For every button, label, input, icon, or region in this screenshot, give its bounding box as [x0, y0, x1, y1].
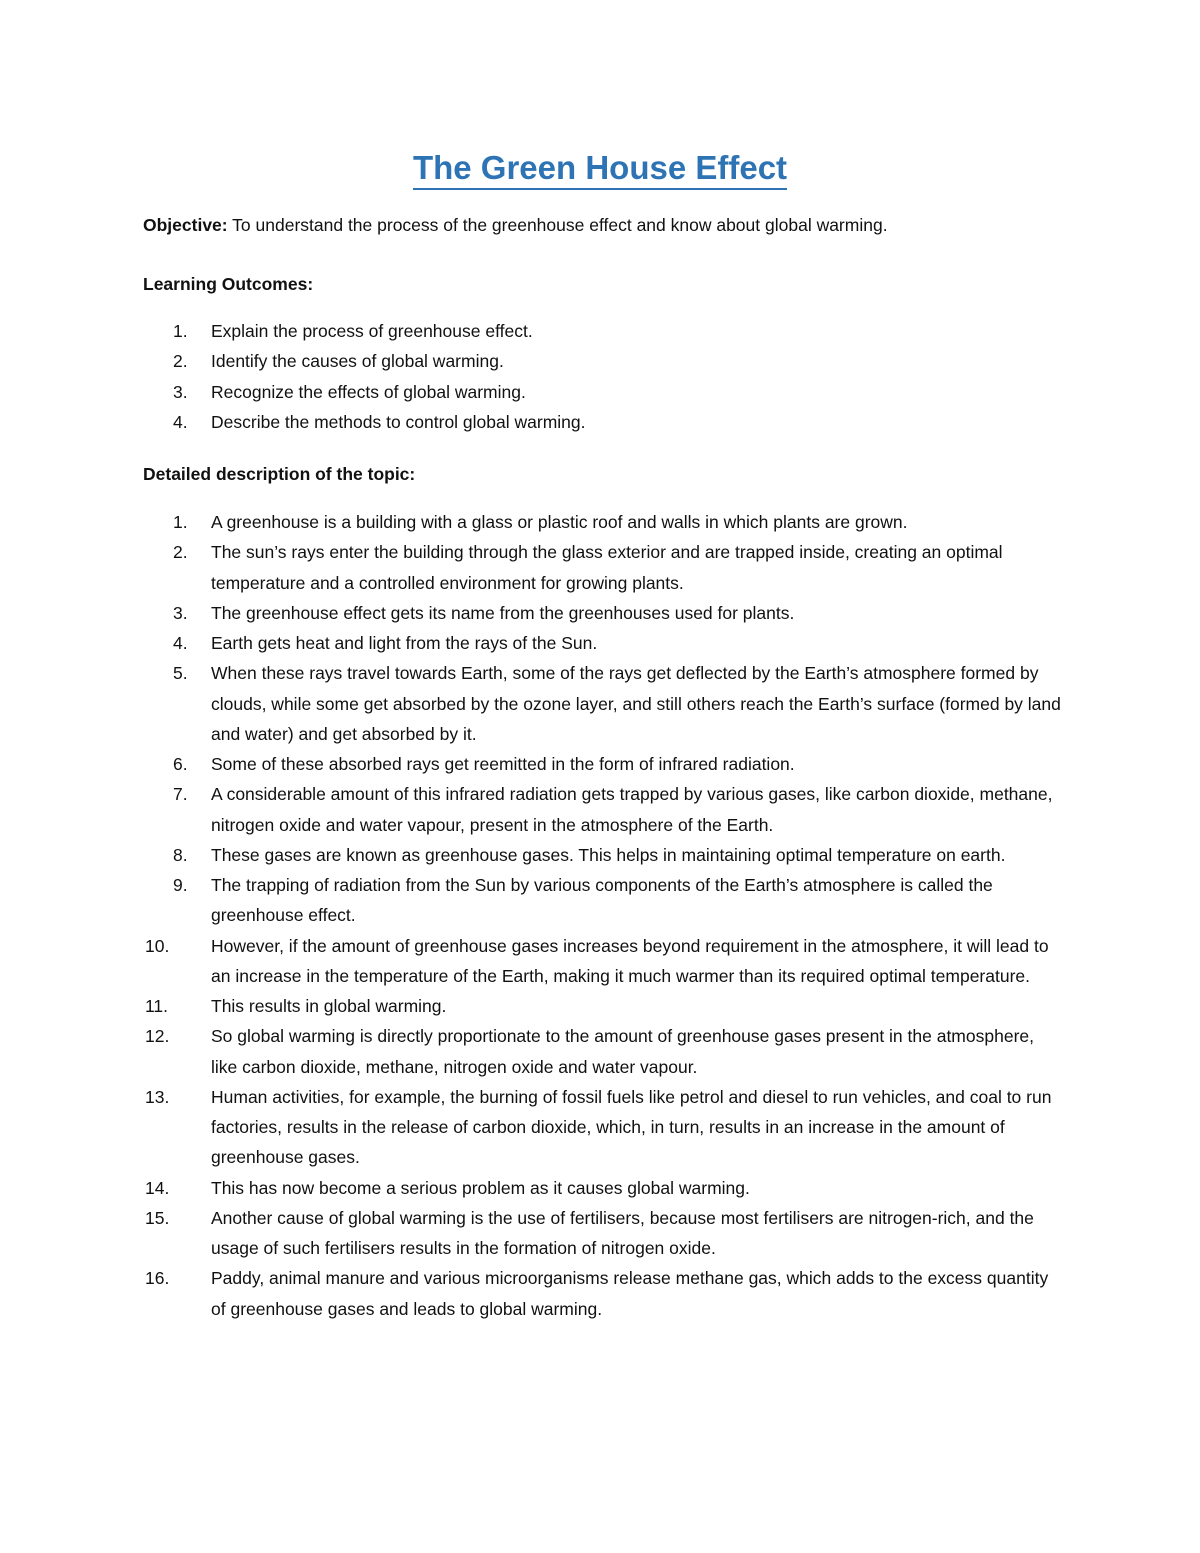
list-item-text: Describe the methods to control global warming. — [211, 411, 586, 432]
list-item — [143, 407, 1063, 437]
list-item-text: This results in global warming. — [211, 996, 447, 1016]
list-item-number: 4. — [173, 633, 188, 653]
list-item-number: 3. — [173, 381, 188, 402]
list-item-number: 4. — [173, 411, 188, 432]
list-item — [143, 507, 1063, 537]
detailed-description-list — [143, 507, 1063, 1324]
list-item-number: 6. — [173, 754, 188, 774]
list-item-number: 11. — [145, 996, 169, 1016]
list-item — [143, 598, 1063, 628]
list-item — [143, 749, 1063, 779]
list-item — [143, 1082, 1063, 1173]
list-item-text: A considerable amount of this infrared radiation gets trapped by various gases, like carbon dioxide, methane, nitrogen oxide and water vapour, present in the atmosphere of the Earth. — [211, 784, 1053, 835]
list-item-number: 3. — [173, 602, 188, 623]
list-item — [143, 346, 1063, 376]
list-item-text: Human activities, for example, the burning of fossil fuels like petrol and diesel to run vehicles, and coal to run factories, results in the release of carbon dioxide, which, in turn, results in an increase in the amount of greenhouse gases. — [211, 1086, 1052, 1168]
list-item-text: So global warming is directly proportionate to the amount of greenhouse gases present in the atmosphere, like carbon dioxide, methane, nitrogen oxide and water vapour. — [211, 1026, 1034, 1077]
learning-outcomes-heading: Learning Outcomes: — [143, 274, 314, 294]
list-item-number: 15. — [145, 1207, 170, 1228]
objective-label: Objective: — [143, 215, 228, 235]
list-item-number: 14. — [145, 1177, 170, 1198]
list-item — [143, 931, 1063, 992]
list-item-text: However, if the amount of greenhouse gases increases beyond requirement in the atmosphere, it will lead to an increase in the temperature of the Earth, making it much warmer than its required optimal temperature. — [211, 935, 1049, 986]
list-item — [143, 1173, 1063, 1203]
list-item — [143, 377, 1063, 407]
list-item-number: 5. — [173, 663, 188, 684]
list-item-text: The greenhouse effect gets its name from the greenhouses used for plants. — [211, 602, 795, 623]
list-item-text: This has now become a serious problem as it causes global warming. — [211, 1177, 750, 1198]
list-item — [143, 537, 1063, 598]
list-item-text: The sun’s rays enter the building through the glass exterior and are trapped inside, creating an optimal temperature and a controlled environment for growing plants. — [211, 542, 1003, 593]
list-item — [143, 628, 1063, 658]
list-item-text: Recognize the effects of global warming. — [211, 381, 526, 402]
list-item-text: Paddy, animal manure and various microorganisms release methane gas, which adds to the excess quantity of greenhouse gases and leads to global warming. — [211, 1268, 1049, 1319]
list-item-text: Identify the causes of global warming. — [211, 351, 504, 372]
list-item — [143, 991, 1063, 1021]
list-item-text: When these rays travel towards Earth, some of the rays get deflected by the Earth’s atmosphere formed by clouds, while some get absorbed by the ozone layer, and still others reach the Earth’s surface (formed by land and water) and get absorbed by it. — [211, 663, 1061, 744]
list-item-number: 7. — [173, 784, 188, 805]
list-item — [143, 840, 1063, 870]
list-item-text: Explain the process of greenhouse effect. — [211, 321, 533, 341]
document-title — [0, 146, 1200, 190]
list-item-number: 8. — [173, 844, 188, 865]
list-item-number: 16. — [145, 1268, 170, 1289]
learning-outcomes-list — [143, 316, 1063, 437]
list-item-number: 2. — [173, 351, 188, 372]
objective-paragraph — [143, 211, 1073, 239]
list-item — [143, 870, 1063, 931]
list-item — [143, 1021, 1063, 1082]
list-item — [143, 658, 1063, 749]
list-item-text: A greenhouse is a building with a glass or plastic roof and walls in which plants are grown. — [211, 512, 908, 532]
list-item-number: 9. — [173, 875, 188, 895]
list-item-text: Some of these absorbed rays get reemitted in the form of infrared radiation. — [211, 754, 795, 774]
list-item-number: 2. — [173, 542, 188, 563]
list-item-text: Earth gets heat and light from the rays of the Sun. — [211, 633, 598, 653]
list-item — [143, 1203, 1063, 1264]
list-item-text: Another cause of global warming is the use of fertilisers, because most fertilisers are nitrogen-rich, and the usage of such fertilisers results in the formation of nitrogen oxide. — [211, 1207, 1034, 1258]
list-item-number: 12. — [145, 1026, 170, 1047]
list-item-text: The trapping of radiation from the Sun by various components of the Earth’s atmosphere is called the greenhouse effect. — [211, 875, 993, 926]
objective-text: To understand the process of the greenhouse effect and know about global warming. — [227, 215, 888, 235]
list-item — [143, 1263, 1063, 1324]
list-item-number: 1. — [173, 321, 188, 341]
list-item-text: These gases are known as greenhouse gases. This helps in maintaining optimal temperature on earth. — [211, 844, 1006, 865]
list-item-number: 13. — [145, 1086, 170, 1107]
detailed-description-heading: Detailed description of the topic: — [143, 464, 416, 484]
list-item — [143, 779, 1063, 840]
list-item-number: 1. — [173, 512, 188, 532]
list-item-number: 10. — [145, 935, 170, 956]
document-title-text: The Green House Effect — [413, 149, 787, 190]
list-item — [143, 316, 1063, 346]
